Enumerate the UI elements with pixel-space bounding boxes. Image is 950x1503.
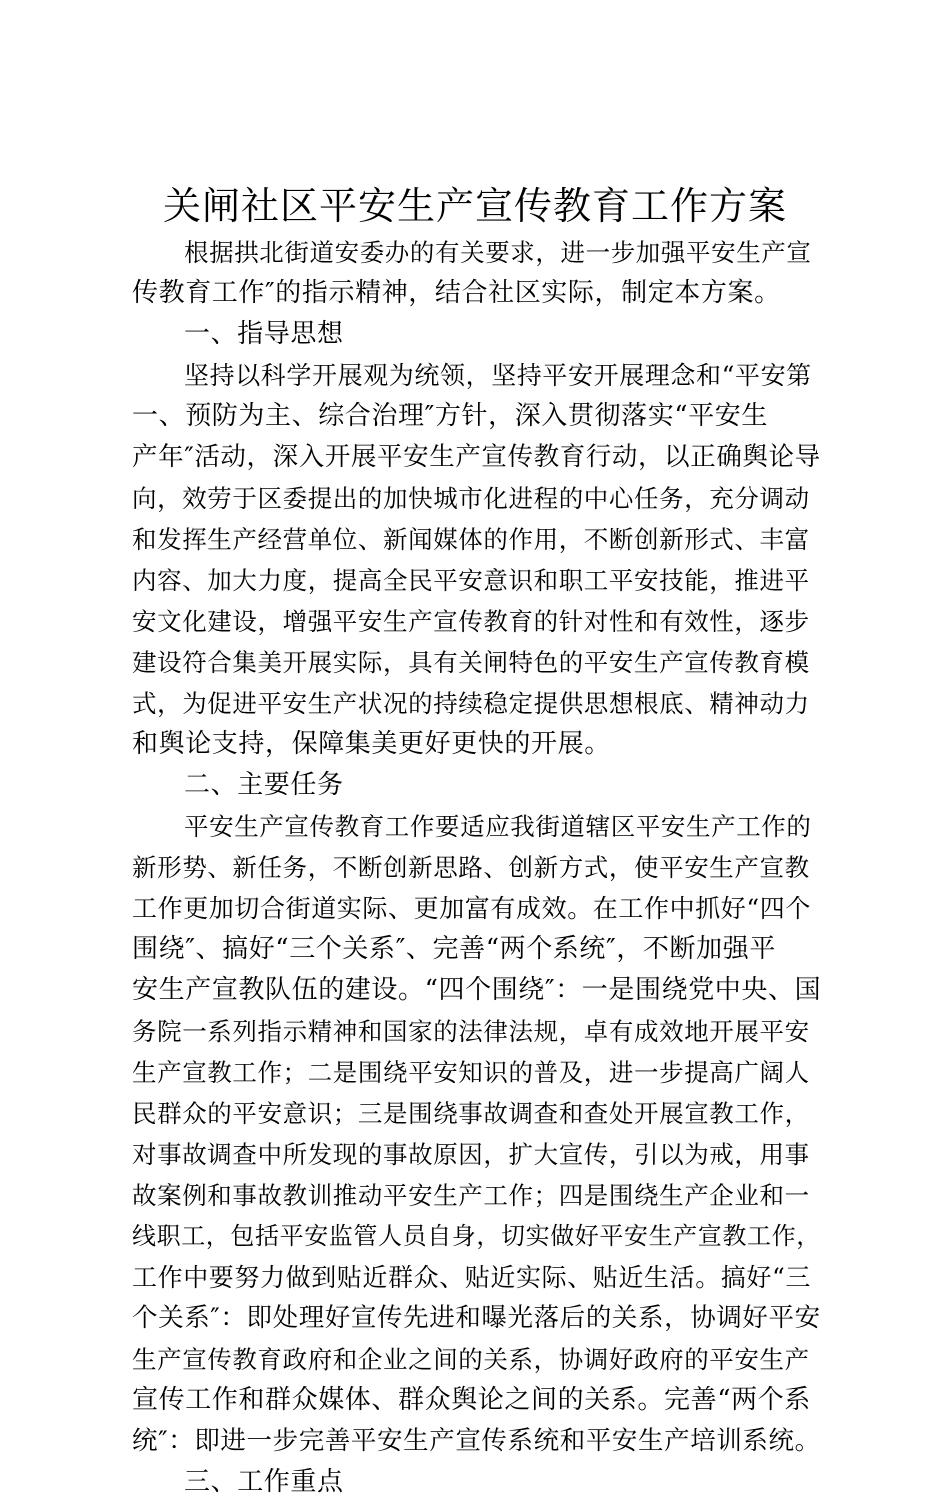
document-title: 关闸社区平安生产宣传教育工作方案 [162, 184, 787, 228]
text-line: 一、预防为主、综合治理″方针，深入贯彻落实“平安生 [132, 401, 769, 431]
text-line: 三、工作重点 [184, 1467, 344, 1497]
text-line: 和发挥生产经营单位、新闻媒体的作用，不断创新形式、丰富 [132, 525, 810, 554]
text-line: 根据拱北街道安委办的有关要求，进一步加强平安生产宣 [184, 238, 812, 267]
text-line: 工作更加切合街道实际、更加富有成效。在工作中抓好“四个 [132, 894, 811, 923]
text-line: 生产宣传教育政府和企业之间的关系，协调好政府的平安生产 [132, 1345, 810, 1374]
text-line: 建设符合集美开展实际，具有关闸特色的平安生产宣传教育模 [132, 648, 810, 677]
text-line: 和舆论支持，保障集美更好更快的开展。 [132, 729, 611, 759]
text-line: 个关系″：即处理好宣传先进和曝光落后的关系，协调好平安 [132, 1303, 821, 1333]
text-line: 安生产宣教队伍的建设。“四个围绕″：一是围绕党中央、国 [132, 975, 822, 1005]
text-line: 围绕″、搞好“三个关系″、完善“两个系统″，不断加强平 [132, 934, 776, 964]
text-line: 向，效劳于区委提出的加快城市化进程的中心任务，充分调动 [132, 484, 810, 513]
text-line: 工作中要努力做到贴近群众、贴近实际、贴近生活。搞好“三 [132, 1263, 811, 1292]
text-line: 一、指导思想 [184, 319, 344, 349]
text-line: 式，为促进平安生产状况的持续稳定提供思想根底、精神动力 [132, 689, 810, 718]
text-line: 产年″活动，深入开展平安生产宣传教育行动，以正确舆论导 [132, 442, 821, 472]
text-line: 务院一系列指示精神和国家的法律法规，卓有成效地开展平安 [132, 1017, 810, 1046]
text-line: 平安生产宣传教育工作要适应我街道辖区平安生产工作的 [184, 812, 812, 841]
text-line: 内容、加大力度，提高全民平安意识和职工平安技能，推进平 [132, 566, 810, 595]
text-line: 坚持以科学开展观为统领，坚持平安开展理念和“平安第 [184, 361, 812, 390]
text-line: 传教育工作″的指示精神，结合社区实际，制定本方案。 [132, 278, 781, 308]
document-body [132, 232, 822, 1503]
text-line: 对事故调查中所发现的事故原因，扩大宣传，引以为戒，用事 [132, 1140, 810, 1169]
text-line: 二、主要任务 [184, 770, 344, 800]
text-line: 统″：即进一步完善平安生产宣传系统和平安生产培训系统。 [132, 1426, 821, 1456]
text-line: 安文化建设，增强平安生产宣传教育的针对性和有效性，逐步 [132, 607, 810, 636]
text-line: 宣传工作和群众媒体、群众舆论之间的关系。完善“两个系 [132, 1385, 811, 1415]
text-line: 新形势、新任务，不断创新思路、创新方式，使平安生产宣教 [132, 853, 810, 882]
text-line: 线职工，包括平安监管人员自身，切实做好平安生产宣教工作， [132, 1222, 821, 1250]
text-line: 生产宣教工作；二是围绕平安知识的普及，进一步提高广阔人 [132, 1058, 810, 1087]
text-line: 民群众的平安意识；三是围绕事故调查和查处开展宣教工作， [132, 1099, 810, 1128]
text-line: 故案例和事故教训推动平安生产工作；四是围绕生产企业和一 [132, 1181, 810, 1210]
